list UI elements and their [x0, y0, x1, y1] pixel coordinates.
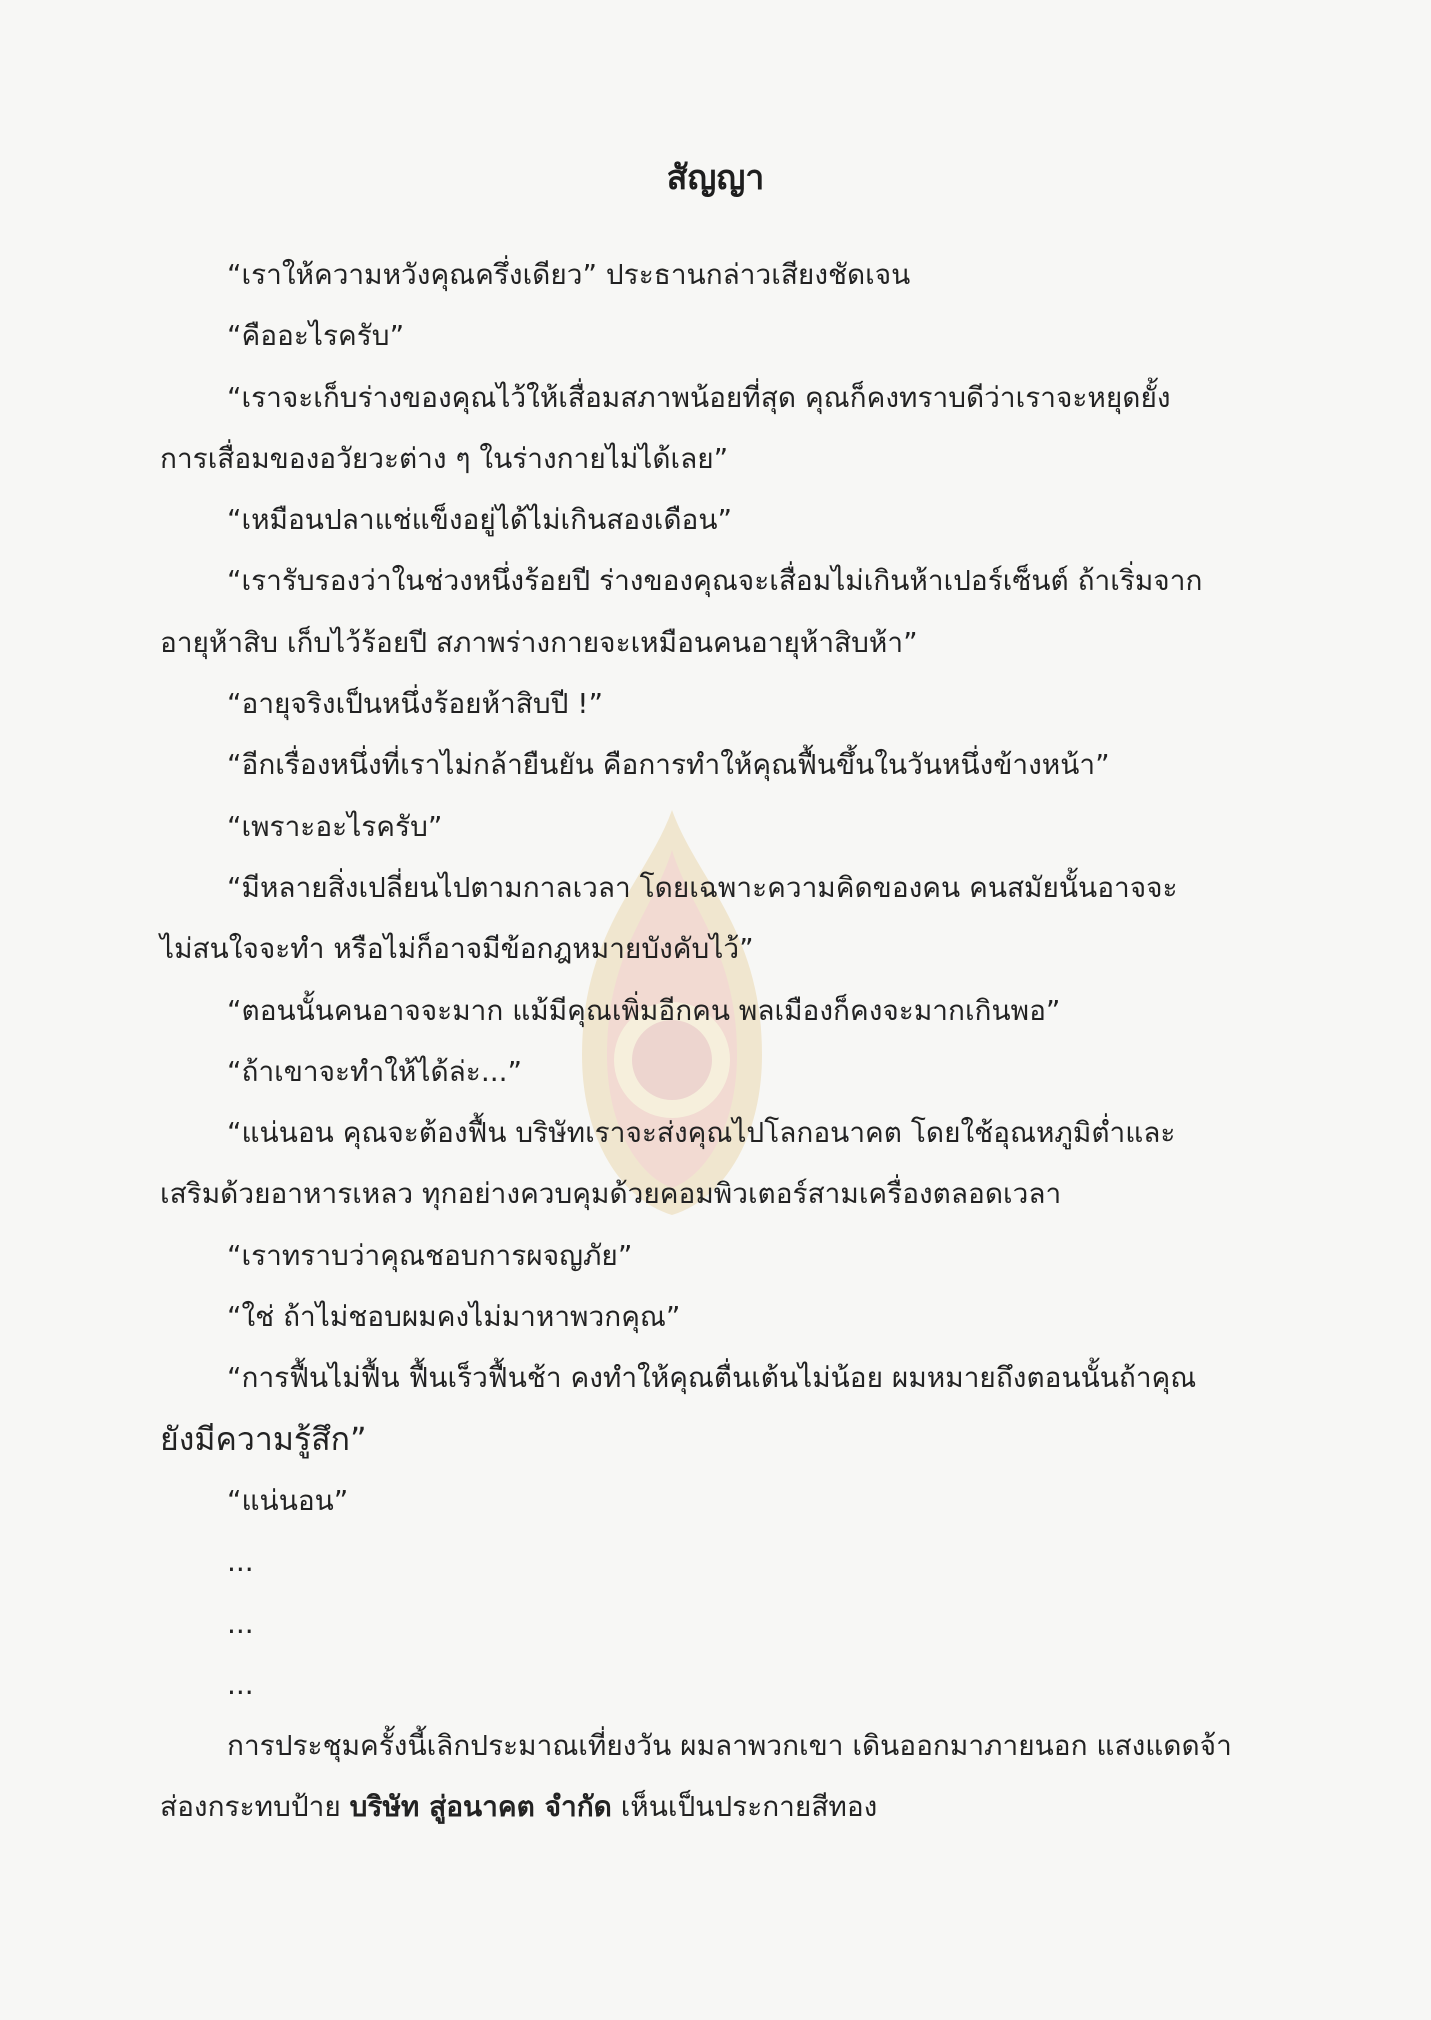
text-line: “มีหลายสิ่งเปลี่ยนไปตามกาลเวลา โดยเฉพาะความคิดของคน คนสมัยนั้นอาจจะ: [227, 870, 1178, 904]
text-line: “อีกเรื่องหนึ่งที่เราไม่กล้ายืนยัน คือการทำให้คุณฟื้นขึ้นในวันหนึ่งข้างหน้า”: [227, 748, 1110, 782]
text-line: “ถ้าเขาจะทำให้ได้ล่ะ...”: [227, 1054, 523, 1088]
page-title: สัญญา: [666, 158, 765, 198]
text-line: อายุห้าสิบ เก็บไว้ร้อยปี สภาพร่างกายจะเหมือนคนอายุห้าสิบห้า”: [160, 625, 918, 659]
text-line: ไม่สนใจจะทำ หรือไม่ก็อาจมีข้อกฎหมายบังคับไว้”: [160, 932, 754, 966]
text-line: “เพราะอะไรครับ”: [227, 809, 443, 843]
text-line: “คืออะไรครับ”: [227, 319, 405, 353]
ellipsis-line: ...: [227, 1545, 254, 1579]
text-line: “ตอนนั้นคนอาจจะมาก แม้มีคุณเพิ่มอีกคน พลเมืองก็คงจะมากเกินพอ”: [227, 993, 1061, 1027]
text-line: การเสื่อมของอวัยวะต่าง ๆ ในร่างกายไม่ได้เลย”: [160, 441, 729, 475]
ellipsis-line: ...: [227, 1667, 254, 1701]
text-line: “เหมือนปลาแช่แข็งอยู่ได้ไม่เกินสองเดือน”: [227, 503, 732, 537]
text-line: “อายุจริงเป็นหนึ่งร้อยห้าสิบปี !”: [227, 687, 604, 721]
text-line: “เรารับรองว่าในช่วงหนึ่งร้อยปี ร่างของคุณจะเสื่อมไม่เกินห้าเปอร์เซ็นต์ ถ้าเริ่มจาก: [227, 564, 1203, 598]
text-segment: ส่องกระทบป้าย: [160, 1790, 350, 1824]
text-line: “เราทราบว่าคุณชอบการผจญภัย”: [227, 1238, 633, 1272]
text-line: การประชุมครั้งนี้เลิกประมาณเที่ยงวัน ผมลาพวกเขา เดินออกมาภายนอก แสงแดดจ้า: [227, 1729, 1232, 1763]
text-line: “ใช่ ถ้าไม่ชอบผมคงไม่มาหาพวกคุณ”: [227, 1300, 681, 1334]
text-line: “เราให้ความหวังคุณครึ่งเดียว” ประธานกล่าวเสียงชัดเจน: [227, 258, 911, 291]
text-segment: เห็นเป็นประกายสีทอง: [611, 1790, 878, 1824]
text-line: ยังมีความรู้สึก”: [160, 1419, 367, 1458]
ellipsis-line: ...: [227, 1606, 254, 1640]
text-line: “การฟื้นไม่ฟื้น ฟื้นเร็วฟื้นช้า คงทำให้คุณตื่นเต้นไม่น้อย ผมหมายถึงตอนนั้นถ้าคุณ: [227, 1361, 1197, 1395]
company-name: บริษัท สู่อนาคต จำกัด: [349, 1790, 612, 1824]
text-line: “เราจะเก็บร่างของคุณไว้ให้เสื่อมสภาพน้อยที่สุด คุณก็คงทราบดีว่าเราจะหยุดยั้ง: [227, 380, 1171, 414]
text-line: “แน่นอน คุณจะต้องฟื้น บริษัทเราจะส่งคุณไปโลกอนาคต โดยใช้อุณหภูมิต่ำและ: [227, 1116, 1176, 1150]
story-body: [160, 244, 1311, 1838]
text-line: “แน่นอน”: [227, 1483, 349, 1517]
text-line: เสริมด้วยอาหารเหลว ทุกอย่างควบคุมด้วยคอมพิวเตอร์สามเครื่องตลอดเวลา: [160, 1177, 1062, 1211]
text-line-last: [160, 1776, 1311, 1837]
